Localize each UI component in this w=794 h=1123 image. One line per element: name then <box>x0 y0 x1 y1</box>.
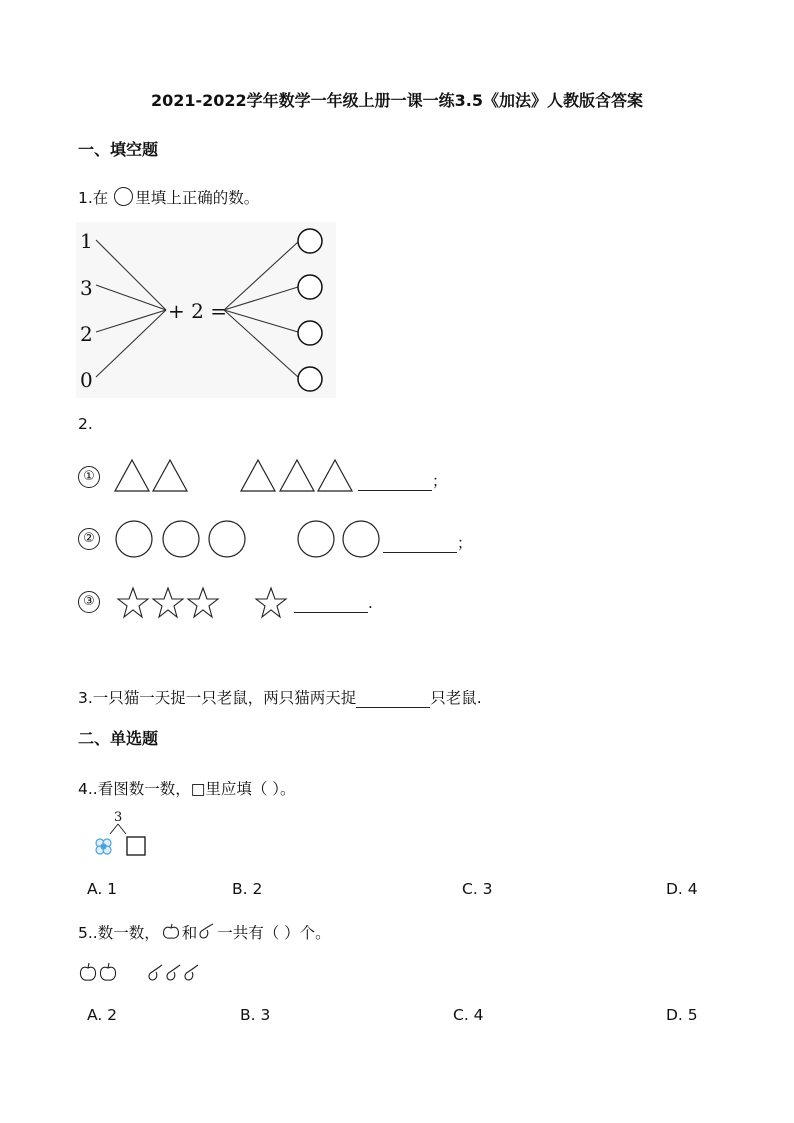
answer-circle[interactable] <box>298 367 322 391</box>
blank-line[interactable] <box>383 534 457 553</box>
circle-icon <box>209 521 245 557</box>
circle-icon <box>163 521 199 557</box>
row-2-end: ； <box>457 534 473 552</box>
split-line <box>118 824 126 834</box>
answer-blank-q3[interactable] <box>356 689 430 708</box>
circles-group <box>112 518 384 560</box>
blank-line[interactable] <box>358 472 432 491</box>
q5-mid: 和 <box>181 924 198 942</box>
row-marker-1: ① <box>78 466 100 488</box>
pear-icon <box>185 965 198 980</box>
circle-icon <box>298 521 334 557</box>
q4-square: □ <box>190 780 206 798</box>
q4-suffix: 里应填（ ）。 <box>205 780 296 798</box>
question-4 <box>78 777 296 799</box>
q3-text-after: 只老鼠. <box>430 689 482 707</box>
triangle-icon <box>241 460 275 491</box>
q4-top-number: 3 <box>114 810 123 825</box>
circle-icon <box>343 521 379 557</box>
question-1 <box>78 186 259 208</box>
triangle-icon <box>153 460 187 491</box>
triangle-icon <box>280 460 314 491</box>
answer-square[interactable] <box>127 837 145 855</box>
pear-icon <box>197 922 217 940</box>
q5-suffix: 一共有（ ）个。 <box>217 924 331 942</box>
apple-icon <box>80 963 95 980</box>
question-3 <box>78 686 482 708</box>
star-icon <box>188 588 218 617</box>
q5-option-c[interactable]: C. 4 <box>453 1006 484 1024</box>
triangle-icon <box>115 460 149 491</box>
q4-figure <box>92 808 152 860</box>
answer-circle[interactable] <box>298 229 322 253</box>
star-icon <box>153 588 183 617</box>
flower-icon <box>96 839 111 854</box>
stars-group <box>116 586 296 620</box>
q5-option-b[interactable]: B. 3 <box>240 1006 271 1024</box>
star-icon <box>256 588 286 617</box>
left-number-1: 1 <box>80 229 93 253</box>
split-line <box>110 824 118 834</box>
row-marker-3: ③ <box>78 591 100 613</box>
q4-option-a[interactable]: A. 1 <box>87 880 118 898</box>
answer-blank-row-2[interactable] <box>383 532 472 553</box>
question-5 <box>78 921 331 943</box>
blank-line[interactable] <box>294 594 368 613</box>
row-1-end: ； <box>432 472 448 490</box>
row-marker-2: ② <box>78 528 100 550</box>
q3-text-before: 3.一只猫一天捉一只老鼠，两只猫两天捉 <box>78 689 357 707</box>
q4-option-b[interactable]: B. 2 <box>232 880 263 898</box>
apple-icon <box>160 922 182 940</box>
section-heading-single-choice: 二、单选题 <box>78 729 159 748</box>
page-title: 2021-2022学年数学一年级上册一课一练3.5《加法》人教版含答案 <box>150 91 644 110</box>
q4-prefix: 4..看图数一数， <box>78 780 191 798</box>
left-number-3: 2 <box>80 322 93 346</box>
q4-option-d[interactable]: D. 4 <box>666 880 698 898</box>
q1-prefix: 1.在 <box>78 189 109 207</box>
q4-option-c[interactable]: C. 3 <box>462 880 493 898</box>
triangles-group <box>110 456 360 496</box>
answer-circle[interactable] <box>298 321 322 345</box>
answer-blank-row-1[interactable] <box>358 470 447 491</box>
q5-figure <box>78 960 218 984</box>
q5-option-d[interactable]: D. 5 <box>666 1006 698 1024</box>
triangle-icon <box>318 460 352 491</box>
operator-plus-two-equals: + 2 = <box>168 299 227 323</box>
q5-prefix: 5..数一数， <box>78 924 160 942</box>
pear-icon <box>149 965 162 980</box>
left-number-4: 0 <box>80 368 93 392</box>
circle-icon <box>114 187 133 206</box>
q1-addition-figure <box>76 222 336 398</box>
answer-blank-row-3[interactable] <box>294 594 373 613</box>
row-3-end: . <box>368 594 373 612</box>
apple-icon <box>100 963 115 980</box>
q5-option-a[interactable]: A. 2 <box>87 1006 118 1024</box>
question-2-label: 2. <box>78 415 93 433</box>
section-heading-fill-blank: 一、填空题 <box>78 140 159 159</box>
star-icon <box>118 588 148 617</box>
left-number-2: 3 <box>80 276 93 300</box>
q1-suffix: 里填上正确的数。 <box>135 189 260 207</box>
circle-icon <box>116 521 152 557</box>
pear-icon <box>167 965 180 980</box>
answer-circle[interactable] <box>298 275 322 299</box>
